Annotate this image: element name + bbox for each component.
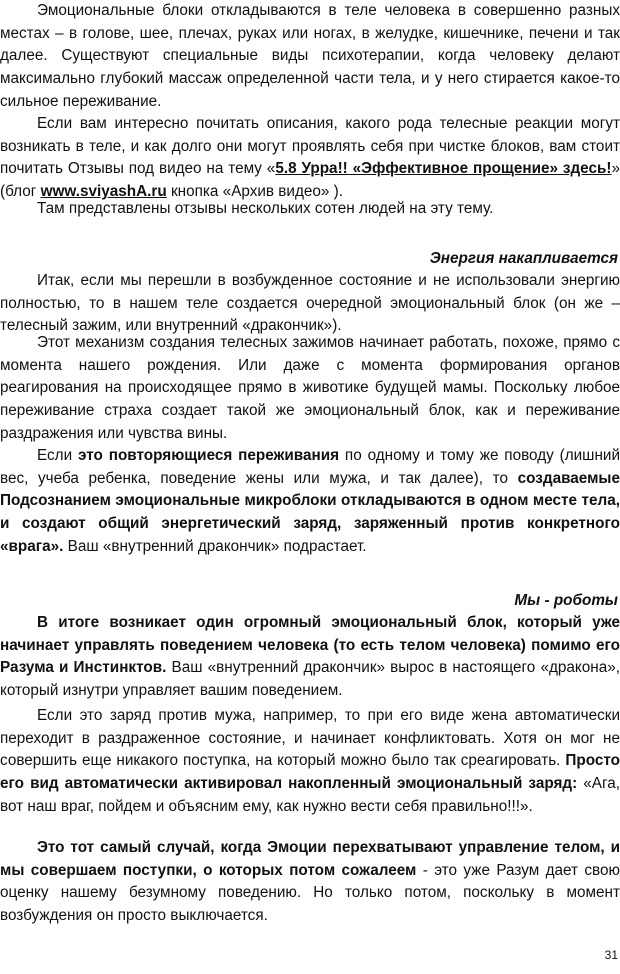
- section-heading-robots: Мы - роботы: [514, 592, 618, 609]
- huge-block-bold: В итоге возникает один огромный эмоциональный блок, который уже начинает управлять поведением человека (то есть телом человека) помимо его Разума и Инстинктов.: [0, 614, 620, 677]
- video-link[interactable]: 5.8 Урра!! «Эффективное прощение» здесь!: [275, 160, 612, 178]
- paragraph-emotions-take-over: [0, 837, 620, 928]
- repeating-bold-1: это повторяющиеся переживания: [78, 447, 340, 464]
- repeating-bold-2: создаваемые Подсознанием эмоциональные микроблоки откладываются в одном месте тела, и создают общий энергетический заряд, заряженный против конкретного «врага».: [0, 469, 620, 555]
- husband-text-start: Если это заряд против мужа, например, то при его виде жена автоматически переходит в раздраженное состояние, и начинает конфликтовать. Хотя он мог не совершить еще никакого поступка, на который можно было так среагировать.: [0, 707, 620, 770]
- paragraph-mechanism: Этот механизм создания телесных зажимов начинает работать, похоже, прямо с момента нашего рождения. Или даже с момента формирования органов реагирования на происходящее прямо в животике будущей мамы. Поскольку любое переживание страха создает такой же эмоциональный блок, как и переживание раздражения или чувства вины.: [0, 334, 620, 442]
- blog-link[interactable]: www.sviyashA.ru: [40, 183, 167, 201]
- reviews-text-start: Если вам интересно почитать описания, какого рода телесные реакции могут возникать в теле, и как долго они могут проявлять себя при чистке блоков, вам стоит почитать Отзывы под видео на тему «: [0, 115, 620, 178]
- reviews-text-mid: » (блог: [0, 160, 620, 201]
- paragraph-reviews-info: [0, 113, 620, 204]
- paragraph-excited-state: Итак, если мы перешли в возбужденное состояние и не использовали энергию полностью, то в нашем теле создается очередной эмоциональный блок (он же – телесный зажим, или внутренний «дракончик»).: [0, 272, 620, 335]
- paragraph-emotional-blocks: Эмоциональные блоки откладываются в теле человека в совершенно разных местах – в голове, шее, плечах, руках или ногах, в желудке, кишечнике, печени и так далее. Существуют специальные виды психотерапии, когда человеку делают максимально глубокий массаж определенной части тела, и у него стирается какое-то сильное переживание.: [0, 2, 620, 110]
- repeating-text-end: Ваш «внутренний дракончик» подрастает.: [63, 537, 367, 555]
- paragraph-repeating-feelings: [0, 445, 620, 559]
- emotions-text: - это уже Разум дает свою оценку нашему безумному поведению. Но только потом, поскольку в момент возбуждения он просто выключается.: [0, 861, 620, 925]
- husband-text-end: «Ага, вот наш враг, пойдем и объясним ему, как нужно вести себя правильно!!!».: [0, 775, 620, 815]
- husband-bold: Просто его вид автоматически активировал накопленный эмоциональный заряд:: [0, 752, 620, 793]
- emotions-bold: Это тот самый случай, когда Эмоции перехватывают управление телом, и мы совершаем поступки, о которых потом сожалеем: [0, 839, 620, 879]
- repeating-text-start: Если: [37, 447, 78, 464]
- reviews-text-end: кнопка «Архив видео» ).: [166, 183, 344, 201]
- section-heading-energy: Энергия накапливается: [429, 250, 618, 267]
- paragraph-reviews-count: Там представлены отзывы нескольких сотен людей на эту тему.: [37, 200, 494, 217]
- page-number: 31: [604, 948, 618, 962]
- repeating-text-mid: по одному и тому же поводу (лишний вес, учеба ребенка, поведение жены или мужа, и так далее), то: [0, 447, 620, 487]
- paragraph-huge-block: [0, 612, 620, 703]
- huge-block-text: Ваш «внутренний дракончик» вырос в настоящего «дракона», который изнутри управляет вашим поведением.: [0, 659, 620, 700]
- paragraph-husband-example: [0, 705, 620, 819]
